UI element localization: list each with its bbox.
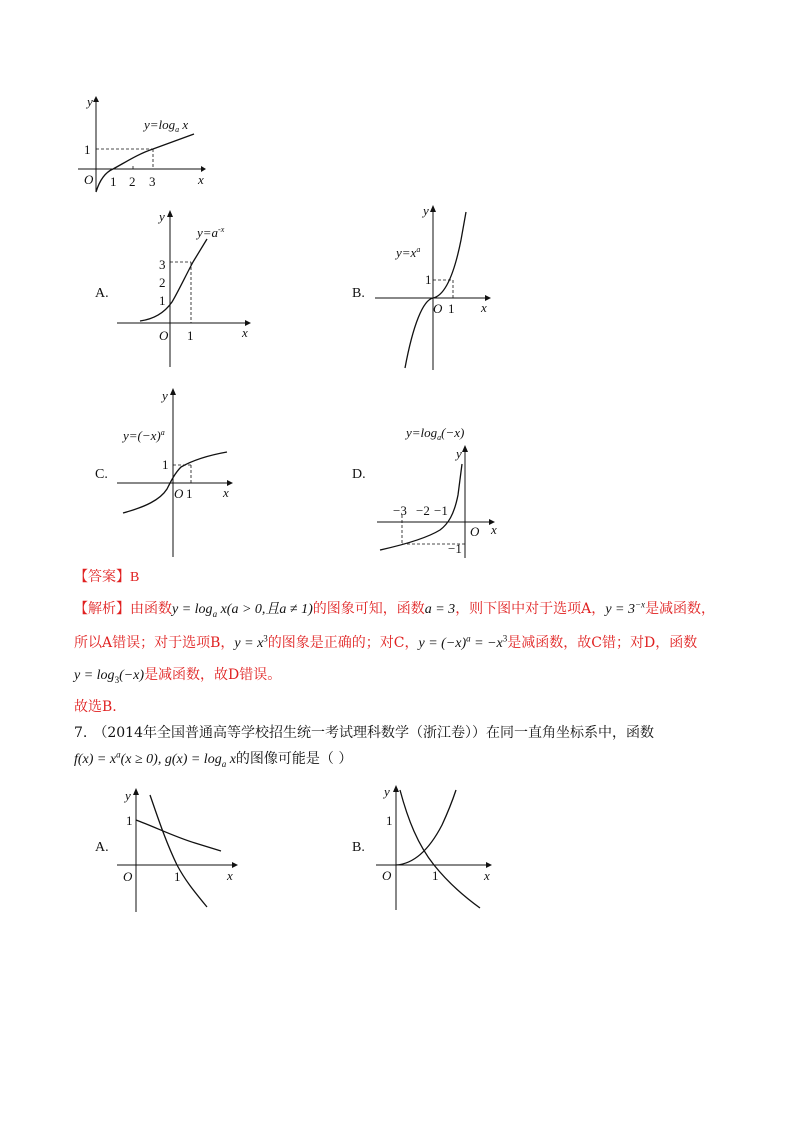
option-a-curve	[140, 239, 207, 321]
analysis-math: = −x	[470, 636, 503, 651]
option-a-x: x	[242, 325, 248, 340]
analysis-math-sup: a	[466, 633, 471, 644]
curve-label: $y=\log_a$ x	[144, 117, 189, 134]
q7a-y: y	[125, 788, 131, 803]
q7a-x: x	[227, 868, 233, 883]
option-a-ytick-2: 2	[159, 275, 166, 290]
q7b-ytick: 1	[386, 813, 393, 828]
option-b-label: B.	[352, 286, 365, 301]
option-c-xtick: 1	[186, 486, 193, 501]
q7-option-a-figure	[115, 785, 245, 915]
analysis-tag: 【解析】	[74, 601, 130, 617]
option-d-x: x	[491, 522, 497, 537]
option-b-curve	[405, 212, 466, 368]
question-number: 7.	[74, 725, 88, 741]
option-d-curve-label: $y=\log_a(-x)$	[406, 425, 465, 442]
analysis-line-2	[74, 632, 697, 652]
q7b-origin: O	[382, 868, 392, 883]
x-axis-label: x	[198, 172, 204, 187]
question-math-sub: a	[221, 758, 227, 769]
analysis-text: 是减函数，故D错误。	[144, 667, 282, 683]
x-tick-1: 1	[110, 174, 117, 189]
q7a-curve-log	[150, 795, 207, 907]
option-c-label: C.	[95, 467, 108, 482]
y-axis-label: y	[87, 94, 93, 109]
q7b-curve-log	[400, 790, 480, 908]
analysis-line-3	[74, 664, 281, 685]
option-b-y: y	[423, 203, 429, 218]
q7b-x: x	[484, 868, 490, 883]
option-d-xtick-2: −2	[416, 503, 430, 518]
analysis-math: a = 3	[424, 602, 456, 617]
analysis-text: 是减函数，	[645, 601, 716, 617]
option-b-x: x	[481, 300, 487, 315]
q7a-ytick: 1	[126, 813, 133, 828]
analysis-math: y = log	[172, 602, 213, 617]
analysis-text: 的图象是正确的；对C，	[267, 635, 419, 651]
conclusion: 故选B.	[74, 699, 117, 715]
question-math: f(x) = x	[74, 752, 117, 767]
option-a-label: A.	[95, 286, 109, 301]
analysis-math-sub: 3	[114, 674, 120, 685]
question-source: （2014年全国普通高等学校招生统一考试理科数学（浙江卷））在同一直角坐标系中，函数	[93, 725, 654, 741]
option-c-origin: O	[174, 486, 184, 501]
option-c-curve-label: $y=(-x)^a$	[123, 428, 165, 443]
option-d-figure	[372, 420, 512, 560]
question-math: (x ≥ 0), g(x) = log	[120, 752, 222, 767]
option-d-ytick: −1	[448, 541, 462, 556]
top-figure	[76, 94, 206, 194]
analysis-line-1	[74, 598, 715, 619]
option-b-figure	[373, 200, 503, 375]
analysis-math: y = x	[234, 636, 264, 651]
option-a-xtick: 1	[187, 328, 194, 343]
q7-option-a-label: A.	[95, 840, 109, 855]
option-a-ytick-1: 1	[159, 293, 166, 308]
analysis-math: y = 3	[605, 602, 635, 617]
question-7-line-1	[74, 722, 654, 742]
analysis-math: (−x)	[119, 668, 145, 683]
option-c-x: x	[223, 485, 229, 500]
answer-value: B	[130, 570, 140, 585]
option-d-label: D.	[352, 467, 366, 482]
analysis-math-sub: a	[212, 608, 218, 619]
analysis-math-sup: 3	[263, 633, 268, 644]
y-tick-1: 1	[84, 142, 91, 157]
question-text: 的图像可能是（ ）	[235, 751, 353, 767]
option-a-figure	[115, 207, 255, 367]
q7a-xtick: 1	[174, 869, 181, 884]
question-math: x	[226, 752, 236, 767]
analysis-text: 所以A错误；对于选项B，	[74, 635, 235, 651]
x-tick-3: 3	[149, 174, 156, 189]
option-c-y: y	[162, 388, 168, 403]
option-c-ytick: 1	[162, 457, 169, 472]
q7b-xtick: 1	[432, 868, 439, 883]
option-a-curve-label: $y=a^{-x}$	[197, 225, 225, 240]
q7-option-b-figure	[374, 780, 504, 915]
analysis-text: ，则下图中对于选项A，	[455, 601, 606, 617]
question-7-line-2	[74, 748, 352, 769]
option-d-xtick-3: −3	[393, 503, 407, 518]
option-a-origin: O	[159, 328, 169, 343]
q7-option-b-label: B.	[352, 840, 365, 855]
q7b-y: y	[384, 784, 390, 799]
analysis-text: 由函数	[130, 601, 172, 617]
q7a-curve-power	[136, 820, 221, 851]
analysis-math-sup: −x	[634, 599, 646, 610]
question-math-sup: a	[116, 749, 121, 760]
option-a-y: y	[159, 209, 165, 224]
option-a-ytick-3: 3	[159, 257, 166, 272]
option-b-curve-label: $y=x^a$	[396, 245, 421, 260]
option-c-figure	[115, 385, 255, 560]
analysis-text: 的图象可知，函数	[312, 601, 425, 617]
option-d-xtick-1: −1	[434, 503, 448, 518]
analysis-math: x(a > 0,且a ≠ 1)	[217, 602, 313, 617]
answer-tag: 【答案】	[74, 569, 130, 585]
option-b-origin: O	[433, 301, 443, 316]
analysis-math: y = log	[74, 668, 115, 683]
analysis-math-sup: 3	[502, 633, 508, 644]
answer-line	[74, 566, 139, 586]
option-d-origin: O	[470, 524, 480, 539]
origin-label: O	[84, 172, 94, 187]
x-tick-2: 2	[129, 174, 136, 189]
analysis-text: 是减函数，故C错；对D，函数	[507, 635, 698, 651]
q7a-origin: O	[123, 869, 133, 884]
option-b-xtick: 1	[448, 301, 455, 316]
option-b-ytick: 1	[425, 272, 432, 287]
analysis-math: y = (−x)	[418, 636, 467, 651]
option-d-y: y	[456, 446, 462, 461]
